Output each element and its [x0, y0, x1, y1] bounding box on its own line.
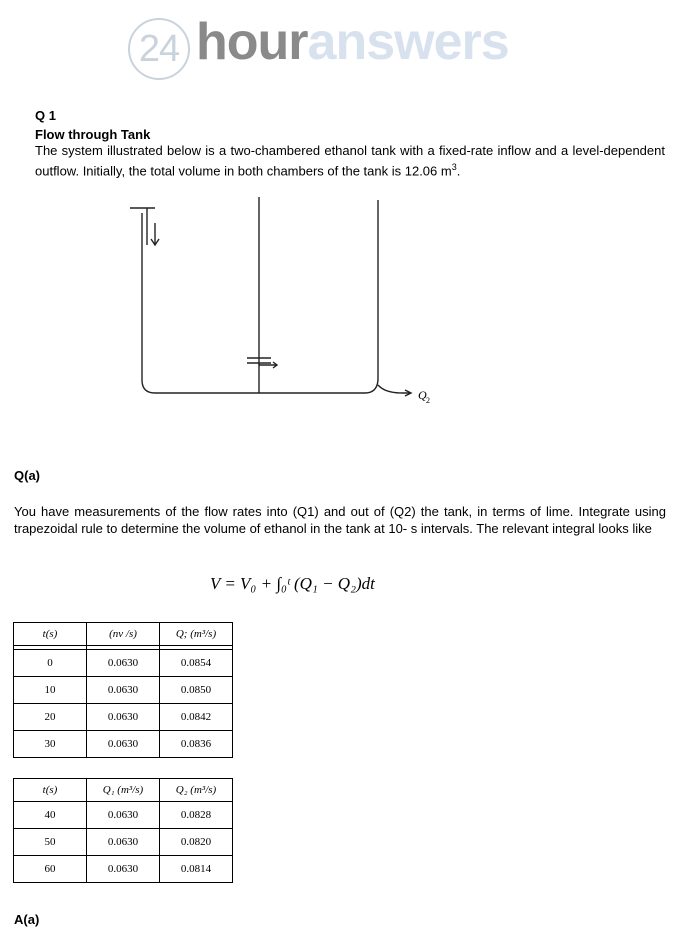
- intro-superscript: 3: [451, 162, 457, 172]
- table-row: [14, 731, 233, 758]
- table-cell: 0.0630: [87, 829, 160, 856]
- table-cell: 30: [14, 731, 87, 758]
- question-title: Flow through Tank: [35, 127, 151, 142]
- table-cell: 0.0630: [87, 731, 160, 758]
- table-cell: 0.0836: [160, 731, 233, 758]
- table-cell: 0.0630: [87, 677, 160, 704]
- table-cell: 0.0630: [87, 650, 160, 677]
- table-row: [14, 677, 233, 704]
- tank-diagram: [125, 195, 445, 410]
- table-cell: 50: [14, 829, 87, 856]
- table-cell: 0.0630: [87, 856, 160, 883]
- table-row: [14, 802, 233, 829]
- tank-diagram-svg: [125, 195, 445, 410]
- outflow-label: Q: [418, 388, 427, 402]
- brand-logo: [128, 13, 548, 82]
- table-cell: 0: [14, 650, 87, 677]
- table-cell: 0.0828: [160, 802, 233, 829]
- outflow-pipe: [378, 385, 410, 393]
- table-header-cell: (nv /s): [87, 623, 160, 646]
- question-intro: [35, 143, 665, 179]
- table-header-row: [14, 779, 233, 802]
- logo-word-answers: answers: [307, 13, 509, 71]
- table-cell: 0.0630: [87, 704, 160, 731]
- table-cell: 0.0842: [160, 704, 233, 731]
- table-header-cell: t(s): [14, 779, 87, 802]
- logo-wordmark: [196, 12, 509, 72]
- table-cell: 0.0820: [160, 829, 233, 856]
- logo-number-badge: 24: [128, 18, 190, 80]
- valve-symbol: [247, 358, 271, 393]
- table-row: [14, 704, 233, 731]
- flow-table-2: [13, 778, 233, 883]
- tank-wall: [142, 200, 378, 393]
- question-number: Q 1: [35, 108, 56, 123]
- part-a-heading: Q(a): [14, 468, 40, 483]
- table-cell: 0.0814: [160, 856, 233, 883]
- table-cell: 0.0850: [160, 677, 233, 704]
- intro-main-text: The system illustrated below is a two-chambered ethanol tank with a fixed-rate inflow and a level-dependent outflow. Initially, the total volume in both chambers of the tank is 12.06 m: [35, 143, 665, 179]
- answer-a-heading: A(a): [14, 912, 40, 927]
- logo-word-hour: hour: [196, 13, 308, 71]
- table-cell: 20: [14, 704, 87, 731]
- table-cell: 60: [14, 856, 87, 883]
- table-cell: 0.0630: [87, 802, 160, 829]
- table-header-cell: Q₂ (m³/s): [160, 779, 233, 802]
- table-header-cell: t(s): [14, 623, 87, 646]
- intro-end: .: [456, 163, 461, 179]
- table-cell: 10: [14, 677, 87, 704]
- table-cell: 40: [14, 802, 87, 829]
- table-row: [14, 650, 233, 677]
- flow-table-1: [13, 622, 233, 758]
- table-cell: 0.0854: [160, 650, 233, 677]
- outflow-label-sub: 2: [426, 396, 430, 405]
- table-header-row: [14, 623, 233, 646]
- part-a-text: You have measurements of the flow rates into (Q1) and out of (Q2) the tank, in terms of lime. Integrate using trapezoidal rule to determine the volume of ethanol in the tank at 10- s intervals. The relevant integral looks like: [14, 504, 666, 536]
- table-row: [14, 856, 233, 883]
- table-header-cell: Q; (m³/s): [160, 623, 233, 646]
- table-row: [14, 829, 233, 856]
- table-header-cell: Q₁ (m³/s): [87, 779, 160, 802]
- integral-formula: V = V₀ + ∫₀ᵗ (Q₁ − Q₂)dt: [210, 574, 375, 593]
